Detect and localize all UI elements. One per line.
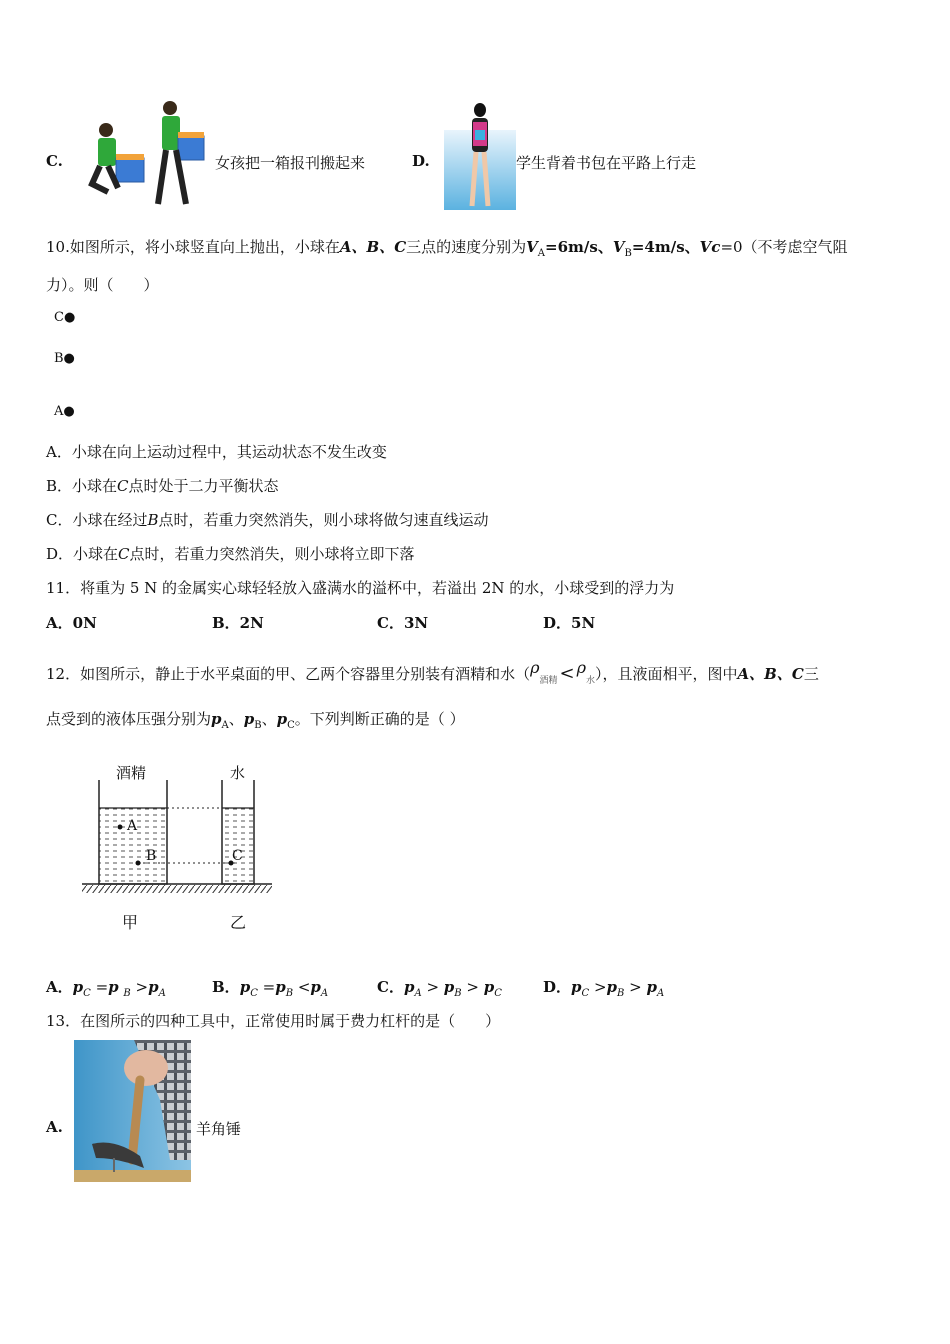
q11-option-b: B．2N [212, 614, 264, 632]
q12-rho-water: 水 [586, 676, 596, 686]
q12-oa-s3: A [158, 988, 166, 999]
q10-option-b-2: 点时处于二力平衡状态 [128, 477, 279, 495]
q12-oa-p3: p [148, 978, 159, 996]
q10-option-a: A．小球在向上运动过程中，其运动状态不发生改变 [46, 443, 387, 461]
q10-option-d-2: 点时，若重力突然消失，则小球将立即下落 [129, 545, 415, 563]
q12-od-p3: p [646, 978, 657, 996]
q9-option-c-text: 女孩把一箱报刊搬起来 [215, 154, 366, 172]
q12-option-b: B．$p_C =p_B <p_A$ [212, 978, 329, 999]
q10-vb-sub: B [624, 248, 632, 259]
q12-sep2: 、 [261, 710, 277, 728]
q12-option-b-label: B． [212, 978, 240, 996]
q12-figure-point-c: C [232, 848, 243, 864]
q12-oa-s2: B [123, 988, 131, 999]
q12-oa-s1: C [83, 988, 91, 999]
q10-vc-val: =0（不考虑空气阻 [720, 238, 848, 256]
q12-figure-point-a: A [127, 818, 138, 834]
q10-vc: Vc [699, 238, 721, 256]
q12-option-d-label: D． [543, 978, 572, 996]
q12-pb-sub: B [254, 720, 262, 731]
q12-od-p2: p [606, 978, 618, 996]
q12-option-a-label: A． [46, 978, 73, 996]
q12-pc-sub: C [287, 720, 295, 731]
q11-option-c: C．3N [377, 614, 429, 632]
q12-od-s1: C [581, 988, 590, 999]
q12-figure-alcohol-label: 酒精 [116, 764, 147, 782]
q12-option-c-label: C． [377, 978, 404, 996]
q12-pa-sub: A [221, 720, 229, 731]
q12-sep1: 、 [228, 710, 244, 728]
q11-option-d: D．5N [543, 614, 596, 632]
q12-stem-3: 三 [803, 665, 819, 683]
q10-figure-point-a: A● [54, 404, 75, 419]
q11-stem: 11．将重为 5 N 的金属实心球轻轻放入盛满水的溢杯中，若溢出 2N 的水，小球受到的浮力为 [46, 579, 675, 597]
q12-od-s2: B [617, 988, 625, 999]
claw-hammer-image [74, 1040, 191, 1182]
q12-ob-s3: A [320, 988, 329, 999]
q12-oc-p3: p [483, 978, 495, 996]
q9-option-d-label: D. [412, 152, 430, 170]
student-walking-image [444, 102, 516, 210]
q10-va: V [526, 238, 538, 256]
q12-oc-p2: p [443, 978, 455, 996]
q12-oc-s1: A [414, 988, 422, 999]
q12-less-than: < [559, 663, 575, 684]
q12-figure-yi-label: 乙 [230, 913, 247, 932]
q12-containers-diagram [80, 758, 275, 933]
q10-option-d [46, 543, 415, 564]
q12-stem-line1 [46, 658, 819, 686]
q9-option-c-label: C. [46, 152, 63, 170]
q12-figure-jia-label: 甲 [122, 913, 139, 932]
q12-pc: p [276, 710, 288, 728]
q12-ob-p3: p [310, 978, 321, 996]
q12-ob-p2: p [275, 978, 286, 996]
q12-line2-a: 点受到的液体压强分别为 [46, 710, 212, 728]
q12-ob-p1: p [239, 978, 251, 996]
q10-option-c-2: 点时，若重力突然消失，则小球将做匀速直线运动 [158, 511, 489, 529]
q12-rho-alcohol: 酒精 [539, 676, 558, 686]
q12-figure-water-label: 水 [230, 764, 246, 782]
q12-stem-2: ），且液面相平，图中 [595, 665, 738, 683]
girl-lifting-box-image [78, 100, 210, 210]
q10-va-sub: A [537, 248, 546, 259]
q12-rho-1: ρ [530, 658, 540, 677]
q10-option-d-point: C [118, 545, 130, 563]
q12-od-s3: A [656, 988, 665, 999]
q10-stem-a: 如图所示，将小球竖直向上抛出，小球在 [69, 238, 340, 256]
q12-pb: p [243, 710, 255, 728]
q12-option-a: A．$p_C =p$ $_B >p_A$ [46, 978, 166, 999]
q10-number: 10. [46, 238, 70, 256]
q9-option-d-text: 学生背着书包在平路上行走 [516, 154, 697, 172]
q12-option-d: D．$p_C >p_B > p_A$ [543, 978, 665, 999]
q10-option-b-point: C [117, 477, 129, 495]
q12-oc-s3: C [494, 988, 502, 999]
q10-va-val: =6m/s、 [545, 238, 613, 256]
q10-option-c [46, 509, 489, 530]
q12-ob-s1: C [250, 988, 258, 999]
q11-option-a: A．0N [46, 614, 97, 632]
q12-stem-1: 12．如图所示，静止于水平桌面的甲、乙两个容器里分别装有酒精和水（ [46, 665, 531, 683]
q10-option-b-1: B．小球在 [46, 477, 118, 495]
q10-vb: V [612, 238, 625, 256]
q12-line2-b: 。下列判断正确的是（ ） [294, 710, 465, 728]
q12-oa-p1: p [72, 978, 84, 996]
q13-stem: 13．在图所示的四种工具中，正常使用时属于费力杠杆的是（ ） [46, 1012, 501, 1030]
q12-figure-point-b: B [146, 848, 157, 864]
q12-oc-p1: p [403, 978, 415, 996]
q10-points: A、B、C [339, 238, 407, 256]
q10-stem-b: 三点的速度分别为 [406, 238, 527, 256]
q10-figure-point-b: B● [54, 351, 75, 366]
q13-option-a-text: 羊角锤 [196, 1120, 242, 1138]
q10-option-d-1: D．小球在 [46, 545, 119, 563]
q12-oa-p2: p [108, 978, 119, 996]
q12-option-c: C．$p_A > p_B > p_C$ [377, 978, 502, 999]
q12-points: A、B、C [737, 665, 804, 683]
q12-rho-2: ρ [576, 658, 587, 677]
q10-option-c-1: C．小球在经过 [46, 511, 148, 529]
q12-oc-s2: B [454, 988, 462, 999]
q12-pa: p [211, 710, 222, 728]
q12-ob-s2: B [285, 988, 294, 999]
q10-vb-val: =4m/s、 [631, 238, 700, 256]
q12-stem-line2 [46, 708, 465, 731]
q13-option-a-label: A. [46, 1118, 63, 1136]
q12-od-p1: p [571, 978, 582, 996]
q10-option-c-point: B [147, 511, 159, 529]
q10-stem-line1 [46, 236, 848, 259]
q10-option-b [46, 475, 279, 496]
q10-figure-point-c: C● [54, 310, 76, 325]
q10-stem-line2: 力）。则（ ） [46, 276, 159, 294]
